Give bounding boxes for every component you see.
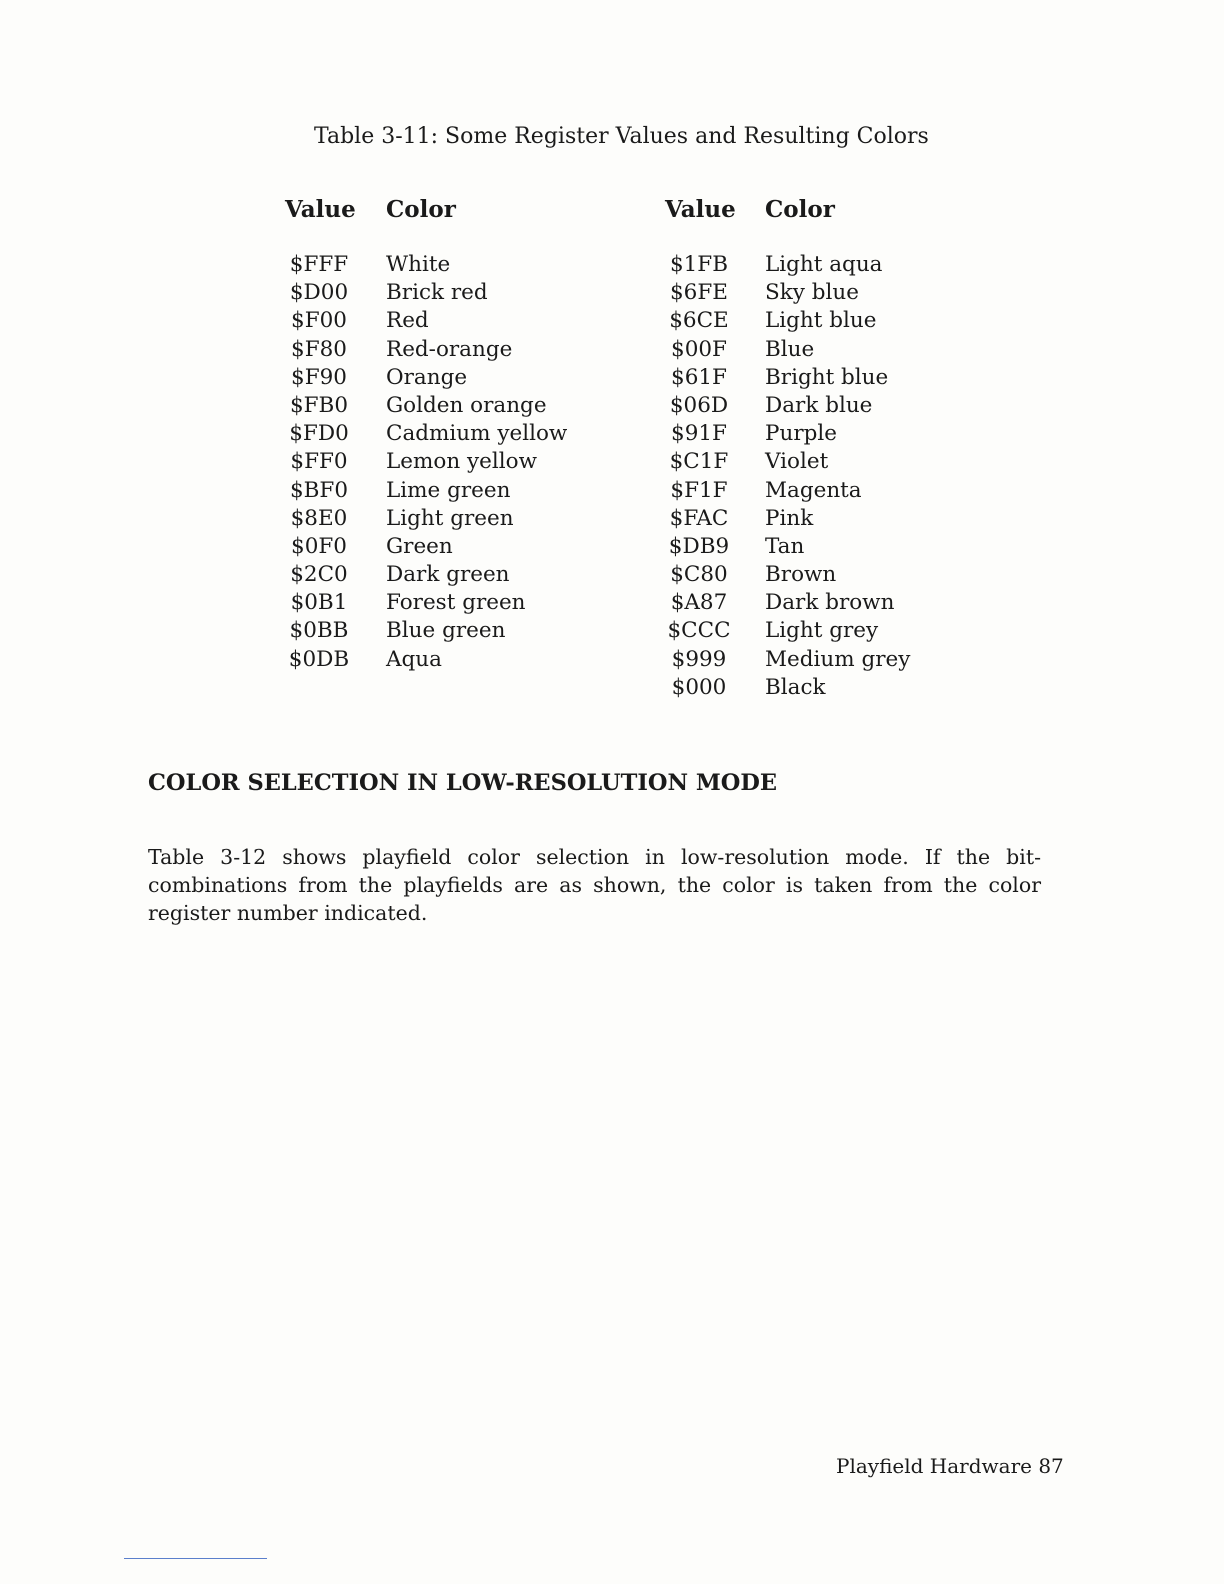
color-name-cell: Red-orange [386, 336, 513, 362]
register-value-cell: $F1F [670, 477, 728, 503]
section-heading: COLOR SELECTION IN LOW-RESOLUTION MODE [148, 770, 778, 796]
color-name-cell: Pink [765, 505, 814, 531]
color-name-cell: Golden orange [386, 392, 547, 418]
register-value-cell: $00F [671, 336, 727, 362]
color-name-cell: Light aqua [765, 252, 883, 277]
register-value-cell: $F90 [291, 364, 347, 390]
color-name-cell: Lime green [386, 477, 511, 503]
color-name-cell: Red [386, 308, 429, 334]
color-name-cell: Sky blue [765, 280, 859, 306]
color-name-cell: Forest green [386, 590, 526, 616]
right-color-column [765, 251, 910, 702]
register-value-cell: $BF0 [289, 477, 349, 503]
register-value-cell: $F80 [291, 336, 347, 362]
color-name-cell: Cadmium yellow [386, 421, 568, 447]
color-name-cell: Dark blue [765, 392, 873, 418]
register-value-cell: $FD0 [289, 421, 349, 447]
color-name-cell: Bright blue [765, 364, 889, 390]
color-name-cell: Light grey [765, 618, 879, 644]
register-value-cell: $C1F [669, 449, 729, 475]
register-value-cell: $8E0 [290, 505, 348, 531]
right-value-column [658, 251, 740, 702]
register-value-cell: $FAC [669, 505, 729, 531]
footnote-rule [124, 1558, 267, 1559]
color-name-cell: Light blue [765, 308, 877, 334]
register-value-cell: $FF0 [290, 449, 348, 475]
left-value-header: Value [285, 196, 356, 223]
page-footer: Playfield Hardware 87 [836, 1454, 1064, 1478]
register-value-cell: $FFF [289, 252, 349, 277]
color-name-cell: Blue [765, 336, 815, 362]
register-value-cell: $0B1 [290, 590, 348, 616]
color-name-cell: Black [765, 674, 826, 700]
register-value-cell: $FB0 [289, 392, 349, 418]
color-name-cell: Light green [386, 505, 514, 531]
color-name-cell: Purple [765, 421, 837, 447]
register-value-cell: $CCC [667, 618, 731, 644]
color-name-cell: White [386, 252, 451, 277]
color-name-cell: Medium grey [765, 646, 911, 672]
right-color-header: Color [765, 196, 835, 223]
color-name-cell: Magenta [765, 477, 862, 503]
color-name-cell: Orange [386, 364, 468, 390]
register-value-cell: $D00 [289, 280, 349, 306]
right-value-header: Value [665, 196, 736, 223]
color-name-cell: Brick red [386, 280, 488, 306]
left-value-column [278, 251, 360, 674]
register-value-cell: $C80 [670, 562, 728, 588]
register-value-cell: $000 [671, 674, 727, 700]
color-name-cell: Lemon yellow [386, 449, 537, 475]
register-value-cell: $0BB [289, 618, 349, 644]
register-value-cell: $1FB [669, 252, 729, 277]
register-value-cell: $06D [669, 392, 729, 418]
register-value-cell: $2C0 [290, 562, 348, 588]
register-value-cell: $61F [671, 364, 727, 390]
color-name-cell: Blue green [386, 618, 506, 644]
left-color-column [386, 251, 567, 674]
register-value-cell: $F00 [291, 308, 347, 334]
color-name-cell: Aqua [386, 646, 442, 672]
color-name-cell: Tan [765, 533, 805, 559]
register-value-cell: $DB9 [668, 533, 730, 559]
color-name-cell: Dark brown [765, 590, 895, 616]
color-name-cell: Brown [765, 562, 837, 588]
register-value-cell: $0DB [288, 646, 350, 672]
register-value-cell: $6CE [669, 308, 729, 334]
register-value-cell: $A87 [670, 590, 728, 616]
register-value-cell: $6FE [670, 280, 728, 306]
color-name-cell: Dark green [386, 562, 510, 588]
left-color-header: Color [386, 196, 456, 223]
register-value-cell: $0F0 [291, 533, 347, 559]
register-value-cell: $91F [671, 421, 727, 447]
color-name-cell: Violet [765, 449, 829, 475]
register-value-cell: $999 [671, 646, 727, 672]
color-name-cell: Green [386, 533, 453, 559]
body-paragraph: Table 3-12 shows playfield color selection in low-resolution mode. If the bit-combinations from the playfields are as shown, the color is taken from the color register number indicated. [148, 845, 1041, 925]
table-caption: Table 3-11: Some Register Values and Resulting Colors [314, 124, 929, 149]
